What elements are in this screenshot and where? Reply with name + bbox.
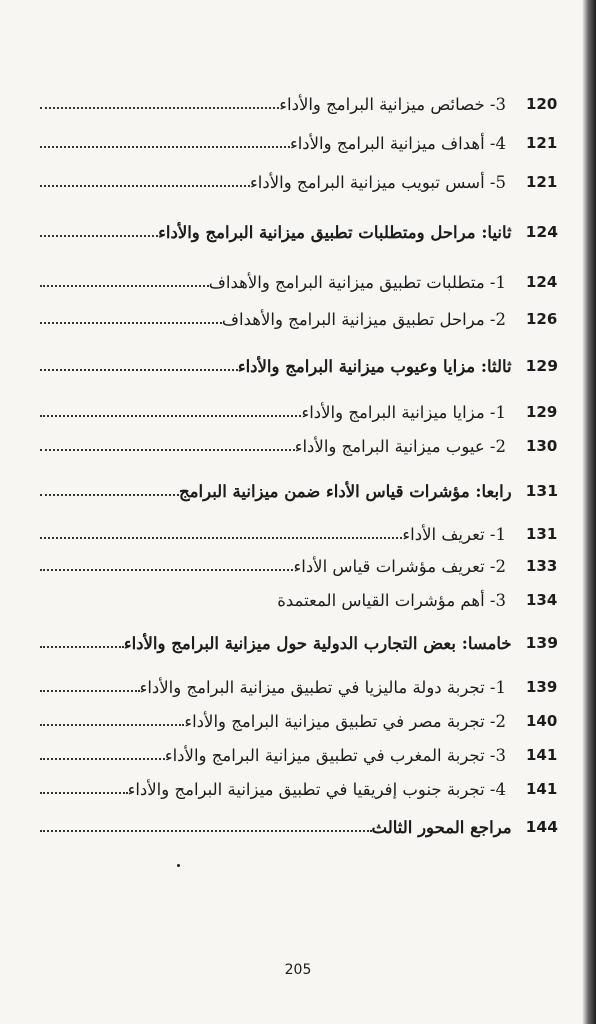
toc-page-number: 140: [526, 712, 558, 730]
toc-entry-title: 2- عيوب ميزانية البرامج والأداء: [294, 436, 506, 456]
toc-entry-title: خامسا: بعض التجارب الدولية حول ميزانية البرامج والأداء: [123, 633, 512, 653]
toc-page-number: 130: [526, 437, 558, 455]
toc-entry-title: 2- تجربة مصر في تطبيق ميزانية البرامج والأداء: [184, 711, 506, 731]
stray-mark: [177, 864, 180, 867]
toc-leader-dots: [40, 146, 290, 148]
toc-page-number: 131: [525, 482, 558, 500]
toc-entry-title: 1- تجربة دولة ماليزيا في تطبيق ميزانية البرامج والأداء: [139, 677, 506, 697]
toc-leader-dots: [40, 185, 250, 187]
toc-leader-dots: [40, 646, 124, 648]
toc-page-number: 141: [526, 746, 558, 764]
toc-leader-dots: [40, 415, 301, 417]
toc-leader-dots: [40, 792, 128, 794]
toc-page-number: 141: [526, 780, 558, 798]
toc-page-number: 121: [526, 173, 558, 191]
toc-leader-dots: [40, 830, 372, 832]
toc-entry: [36, 671, 570, 703]
toc-entry: [36, 88, 570, 120]
toc-entry-title: 1- متطلبات تطبيق ميزانية البرامج والأهداف: [208, 272, 506, 292]
page-edge-shadow: [582, 0, 596, 1024]
toc-entry-title: رابعا: مؤشرات قياس الأداء ضمن ميزانية البرامج: [179, 481, 512, 501]
toc-entry: [36, 430, 570, 462]
toc-entry-title: 1- تعريف الأداء: [402, 524, 506, 544]
toc-leader-dots: [40, 537, 402, 539]
toc-leader-dots: [40, 724, 184, 726]
toc-page-number: 144: [525, 818, 558, 836]
toc-page-number: 120: [526, 95, 558, 113]
toc-entry: [36, 518, 570, 550]
toc-page-number: 126: [526, 310, 558, 328]
toc-leader-dots: [40, 569, 293, 571]
toc-entry-title: 4- أهداف ميزانية البرامج والأداء: [289, 133, 506, 153]
toc-entry-title: مراجع المحور الثالث: [371, 817, 512, 837]
toc-section-heading: [36, 475, 570, 507]
page-number: 205: [284, 962, 312, 978]
toc-page-number: 129: [525, 357, 558, 375]
toc-leader-dots: [40, 690, 140, 692]
toc-section-heading: [36, 627, 570, 659]
toc-entry-title: 1- مزايا ميزانية البرامج والأداء: [301, 402, 506, 422]
toc-entry: [36, 739, 570, 771]
toc-entry-title: 3- خصائص ميزانية البرامج والأداء: [279, 94, 506, 114]
toc-entry: [36, 266, 570, 298]
toc-page-number: 131: [526, 525, 558, 543]
toc-leader-dots: [40, 107, 279, 109]
toc-entry: [36, 773, 570, 805]
toc-entry: [36, 127, 570, 159]
toc-page-number: 124: [525, 223, 558, 241]
toc-leader-dots: [40, 758, 165, 760]
toc-page-number: 134: [526, 591, 558, 609]
toc-entry-title: 4- تجربة جنوب إفريقيا في تطبيق ميزانية البرامج والأداء: [127, 779, 506, 799]
toc-entry-title: 3- تجربة المغرب في تطبيق ميزانية البرامج والأداء: [164, 745, 506, 765]
toc-entry: [36, 705, 570, 737]
toc-section-heading: [36, 811, 570, 843]
toc-entry-title: 2- تعريف مؤشرات قياس الأداء: [293, 556, 506, 576]
toc-entry: [36, 584, 570, 616]
toc-leader-dots: [40, 369, 238, 371]
toc-page-number: 121: [526, 134, 558, 152]
toc-entry-title: 2- مراحل تطبيق ميزانية البرامج والأهداف: [221, 309, 506, 329]
toc-leader-dots: [40, 449, 295, 451]
toc-entry: [36, 550, 570, 582]
toc-page-number: 129: [526, 403, 558, 421]
toc-entry: [36, 166, 570, 198]
toc-leader-dots: [40, 235, 158, 237]
toc-entry-title: 5- أسس تبويب ميزانية البرامج والأداء: [250, 172, 506, 192]
toc-entry-title: 3- أهم مؤشرات القياس المعتمدة: [277, 590, 506, 610]
toc-page-number: 139: [526, 678, 558, 696]
toc-page-number: 133: [526, 557, 558, 575]
toc-entry-title: ثالثا: مزايا وعيوب ميزانية البرامج والأداء: [237, 356, 512, 376]
toc-entry-title: ثانيا: مراحل ومتطلبات تطبيق ميزانية البرامج والأداء: [158, 222, 512, 242]
toc-section-heading: [36, 350, 570, 382]
toc-leader-dots: [40, 322, 222, 324]
toc-entry: [36, 303, 570, 335]
toc-leader-dots: [40, 494, 179, 496]
toc-leader-dots: [40, 285, 209, 287]
toc-entry: [36, 396, 570, 428]
toc-section-heading: [36, 216, 570, 248]
toc-page-number: 124: [526, 273, 558, 291]
toc-page-number: 139: [525, 634, 558, 652]
